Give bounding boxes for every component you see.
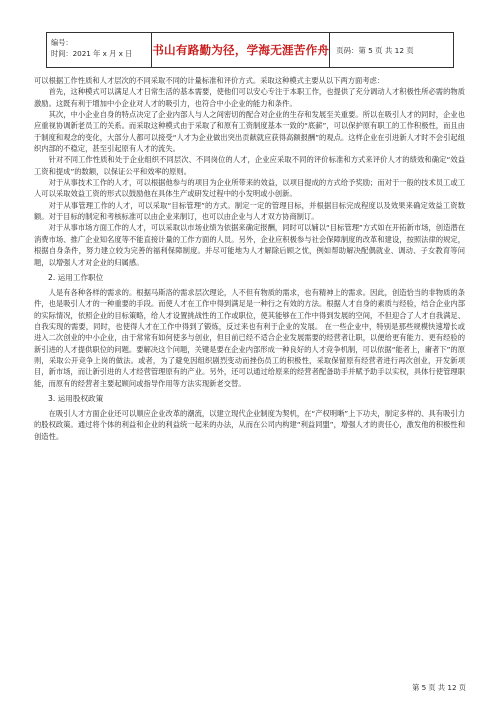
document-date-label: 时间：2021 年 x 月 x 日 [51,49,133,58]
paragraph-first-reason: 首先，这种模式可以满足人才日常生活的基本需要，使他们可以安心专注于本职工作，也提供了充分调动人才积极性所必需的物质激励。这既有利于增加中小企业对人才的吸引力，也符合中小企业的能力和条件。 [34,87,465,108]
document-body [34,75,465,442]
section-heading-equity: 3. 运用股权政策 [48,393,104,403]
paragraph-evaluation: 针对不同工作性质和处于企业组织不同层次、不同岗位的人才，企业应采取不同的评价标准和方式来评价人才的绩效和确定“效益工资和提成”的数额，以保证公平和效率的原则。 [34,155,465,176]
page-footer: 第 5 页 共 12 页 [412,683,466,692]
paragraph-management-staff: 对于从事管理工作的人才，可以采取“目标管理”的方式。制定一定的管理目标，并根据目标完成程度以及效果来确定效益工资数额。对于目标的制定和考核标准可以由企业来制订，也可以由企业与人才双方协商制订。 [34,200,465,222]
paragraph-equity: 在吸引人才方面企业还可以顺应企业改革的潮流，以建立现代企业制度为契机，在“产权明晰”上下功夫，制定多样的、具有吸引力的股权政策。通过将个体的利益和企业的利益统一起来的办法，从而在公司内构建“利益同盟”，增强人才的责任心，激发他的积极性和创造性。 [34,408,465,441]
paragraph-second-reason: 其次，中小企业自身的特点决定了企业内部人与人之间密切的配合对企业的生存和发展至关重要。所以在吸引人才的同时，企业也应重视协调新老员工的关系。而采取这种模式由于采取了和原有工资制度基本一致的“底薪”，可以保护原有职工的工作积极性，而且由于制度和观念的变化，大部分人都可以接受“人才为企业做出突出贡献就应获得高额报酬”的观点。这样企业在引进新人才时不会引起组织内部的不稳定，甚至引起原有人才的流失。 [34,110,465,154]
motto-text: 书山有路勤为径，学海无涯苦作舟 [152,43,330,57]
paragraph-intro: 可以根据工作性质和人才层次的不同采取不同的计量标准和评价方式。采取这种模式主要从以下两方面考虑： [34,76,385,85]
header-page-info: 页码：第 5 页 共 12 页 [336,45,414,55]
header-meta [47,33,152,67]
page-header [46,32,454,68]
paragraph-positions: 人是有各种各样的需求的。根据马斯洛的需求层次理论，人不但有物质的需求，也有精神上的需求。因此，创造恰当的非物质的条件，也是吸引人才的一种重要的手段。而使人才在工作中得到满足是一种行之有效的方法。根据人才自身的素质与经验，结合企业内部的实际情况，依照企业的目标策略，给人才设置挑战性的工作或职位，使其能够在工作中得到发展的空间，不但迎合了人才自我满足、自我实现的需要，同时，也使得人才在工作中得到了锻炼，反过来也有利于企业的发展。 在一些企业中，特别是那些规模快速增长或进入二次创业的中小企业，由于常常有如何使多与创业，但目前已经不适合企业发展需要的经营者让职，以便给更有能力、更有经验的新引进的人才提供职位的问题。要解决这个问题，关键是要在企业内部形成一种良好的人才竞争机制，可以依据“能者上，庸者下”的原则，采取公开竞争上岗的做法。或者，为了避免因组织剧烈变动而挫伤员工的积极性，采取保留原有经营者进行再次创业，开发新项目，新市场，而让新引进的人才经营管理原有的产业。另外，还可以通过给原来的经营者配备助手并赋予助手以实权，具体行使管理职能，而原有的经营者主要起顾问或指导作用等方法实现新老交替。 [34,287,465,388]
paragraph-market-staff: 对于从事市场方面工作的人才，可以采取以市场业绩为依据来确定报酬，同时可以辅以“目标管理”方式如在开拓新市场，创造潜在消费市场、推广企业知名度等不能直接计量的工作方面的人员。另外，企业应积极参与社会保障制度的改革和建设，按照法律的规定，根据自身条件，努力建立较为完善的福利保障制度。并尽可能地为人才解除后顾之忧，例如帮助解决配偶就业、调动、子女教育等问题，以增强人才对企业的归属感。 [34,223,465,267]
document-number-label: 编号： [51,38,73,47]
section-heading-positions: 2. 运用工作职位 [48,272,104,282]
paragraph-technical-staff: 对于从事技术工作的人才，可以根据他参与的项目为企业所带来的效益，以项目提成的方式给予奖励；而对于一般的技术员工或工人可以采取效益工资的形式以鼓励他在具体生产或研发过程中的小发明或小创新。 [34,178,465,199]
header-motto [152,33,330,67]
